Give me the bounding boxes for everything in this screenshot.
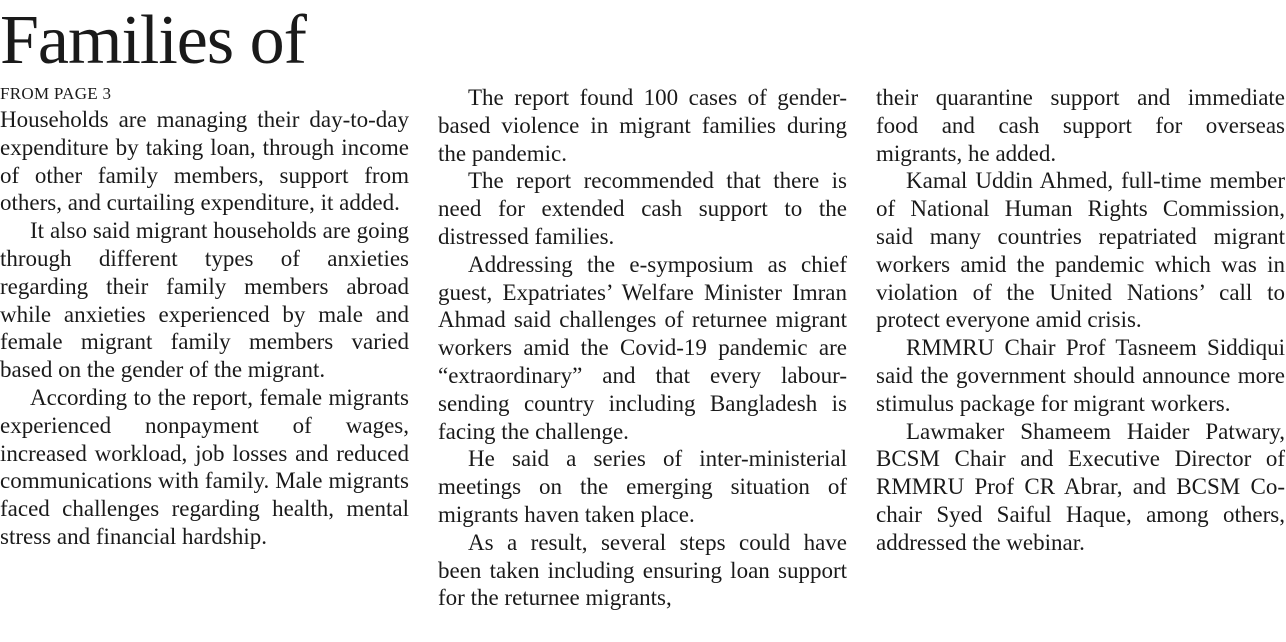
article-column-2 — [438, 84, 847, 612]
paragraph: Addressing the e-symposium as chief guest, Expatriates’ Welfare Minister Imran Ahmad said challenges of returnee migrant workers amid the Covid-19 pandemic are “extraordinary” and that every labour-sending country including Bangladesh is facing the challenge. — [438, 251, 847, 444]
paragraph: According to the report, female migrants experienced nonpayment of wages, increased workload, job losses and reduced communications with family. Male migrants faced challenges regarding health, mental stress and financial hardship. — [0, 384, 409, 549]
paragraph: The report found 100 cases of gender-based violence in migrant families during the pandemic. — [438, 85, 847, 166]
article-column-3 — [876, 84, 1285, 557]
paragraph: Lawmaker Shameem Haider Patwary, BCSM Chair and Executive Director of RMMRU Prof CR Abrar, and BCSM Co-chair Syed Saiful Haque, among others, addressed the webinar. — [876, 418, 1285, 555]
article-column-1 — [0, 106, 409, 551]
paragraph: Kamal Uddin Ahmed, full-time member of National Human Rights Commission, said many countries repatriated migrant workers amid the pandemic which was in violation of the United Nations’ call to protect everyone amid crisis. — [876, 168, 1285, 333]
paragraph: Households are managing their day-to-day expenditure by taking loan, through income of other family members, support from others, and curtailing expenditure, it added. — [0, 107, 409, 216]
paragraph: It also said migrant households are going through different types of anxieties regarding their family members abroad while anxieties experienced by male and female migrant family members varied based on the gender of the migrant. — [0, 218, 409, 383]
paragraph: The report recommended that there is need for extended cash support to the distressed families. — [438, 168, 847, 249]
paragraph: their quarantine support and immediate food and cash support for overseas migrants, he added. — [876, 85, 1285, 166]
paragraph: As a result, several steps could have been taken including ensuring loan support for the returnee migrants, — [438, 529, 847, 611]
paragraph: He said a series of inter-ministerial meetings on the emerging situation of migrants haven taken place. — [438, 446, 847, 527]
paragraph: RMMRU Chair Prof Tasneem Siddiqui said the government should announce more stimulus package for migrant workers. — [876, 335, 1285, 416]
headline: Families of — [0, 2, 306, 79]
jump-line: FROM PAGE 3 — [0, 84, 112, 103]
